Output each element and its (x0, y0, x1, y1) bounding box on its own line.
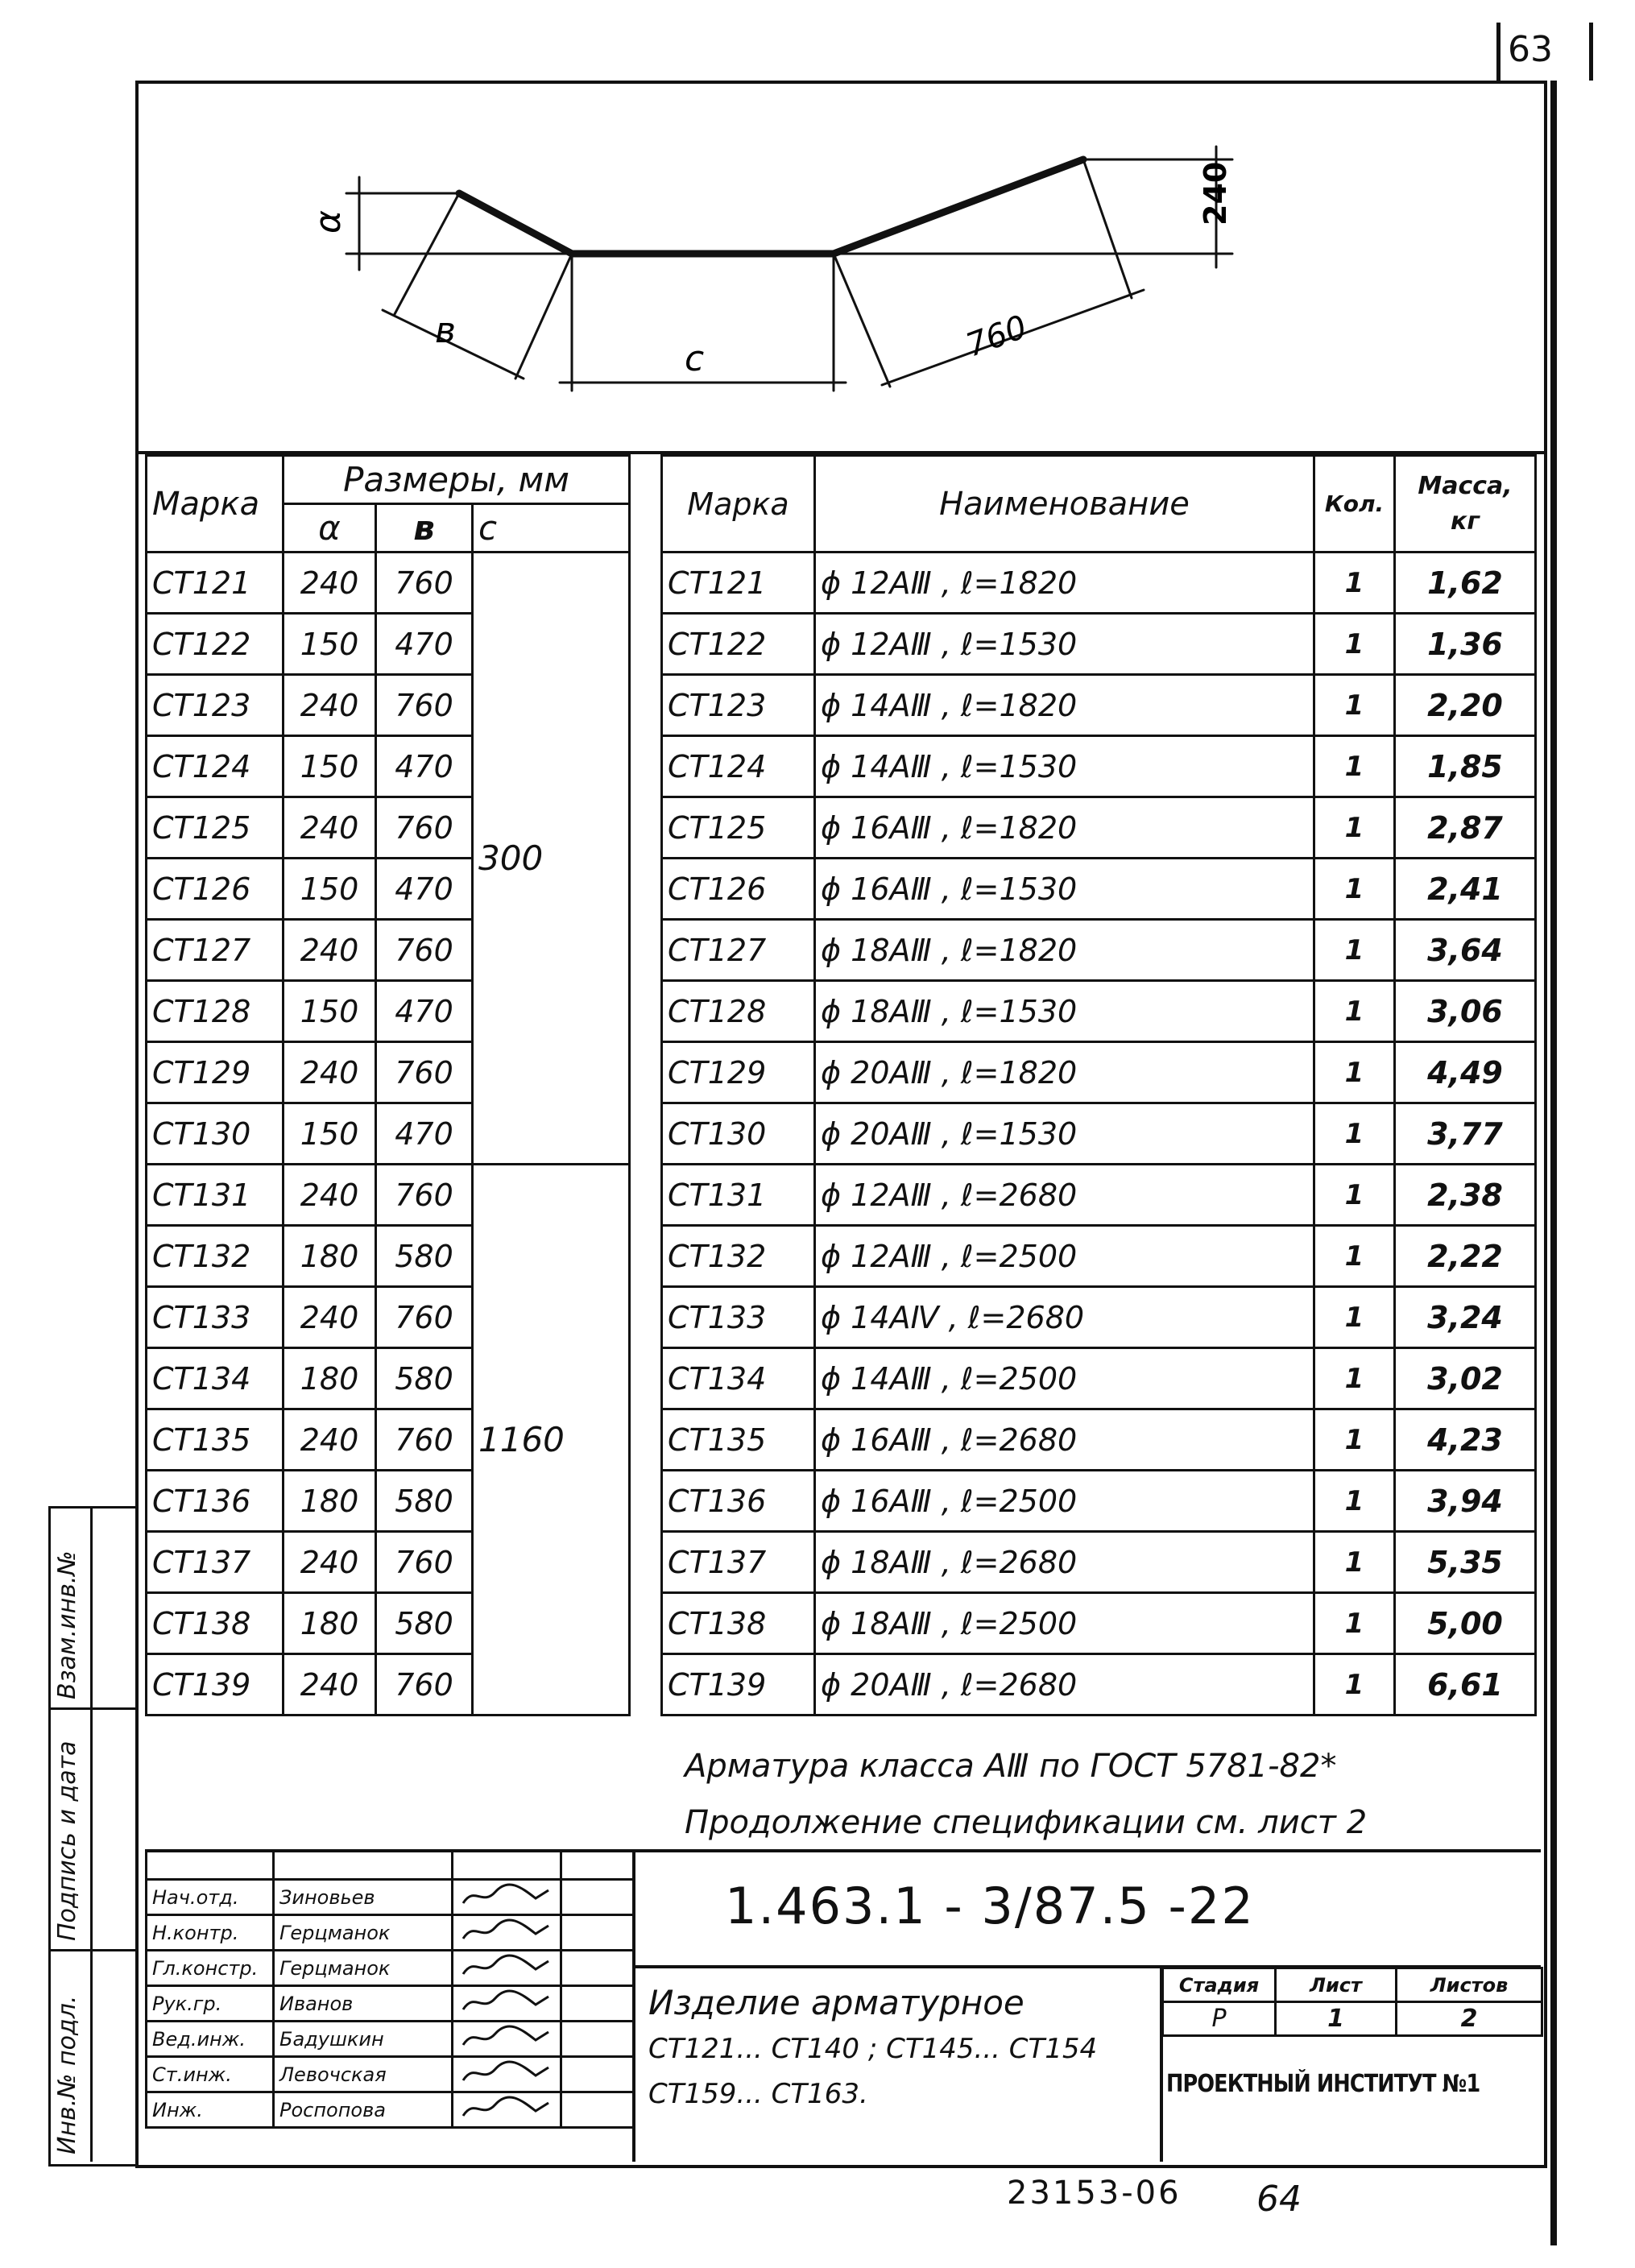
frame-right-rule (1550, 81, 1557, 2245)
footer-code: 23153-06 (1007, 2175, 1182, 2212)
spec-cell-mark: СТ121 (662, 553, 815, 614)
spec-cell-qty: 1 (1314, 614, 1395, 675)
sizes-cell-a: 150 (284, 981, 376, 1042)
spec-cell-mass: 3,24 (1395, 1287, 1536, 1348)
sizes-cell-b: 580 (376, 1471, 473, 1532)
sheet-value: 1 (1276, 2002, 1397, 2036)
signature-mark (453, 2092, 561, 2128)
spec-cell-name: ϕ 16АⅢ , ℓ=2680 (815, 1409, 1314, 1471)
signature-mark (453, 2057, 561, 2092)
sizes-header-a: α (284, 504, 376, 553)
spec-cell-mark: СТ134 (662, 1348, 815, 1409)
sizes-cell-b: 470 (376, 981, 473, 1042)
sizes-cell-a: 240 (284, 1532, 376, 1593)
spec-cell-mass: 3,94 (1395, 1471, 1536, 1532)
sizes-cell-b: 470 (376, 1103, 473, 1165)
spec-row (662, 1471, 1536, 1532)
signature-mark (453, 1986, 561, 2022)
sizes-cell-a: 240 (284, 1287, 376, 1348)
sizes-cell-a: 150 (284, 859, 376, 920)
sizes-cell-mark: СТ123 (147, 675, 284, 736)
spec-header-mark: Марка (662, 456, 815, 553)
spec-cell-name: ϕ 12АⅢ , ℓ=1820 (815, 553, 1314, 614)
spec-row (662, 1654, 1536, 1715)
sizes-cell-a: 150 (284, 614, 376, 675)
signer-name: Герцманок (274, 1915, 453, 1951)
spec-row (662, 1165, 1536, 1226)
side-strip-sep-2 (48, 1949, 135, 1951)
signer-row (147, 2057, 634, 2092)
spec-cell-name: ϕ 18АⅢ , ℓ=2500 (815, 1593, 1314, 1654)
spec-row (662, 1409, 1536, 1471)
stage-label: Стадия (1163, 1968, 1276, 2002)
signer-name: Иванов (274, 1986, 453, 2022)
sizes-cell-mark: СТ126 (147, 859, 284, 920)
sheets-value: 2 (1397, 2002, 1542, 2036)
spec-row (662, 736, 1536, 797)
side-label-sign-date: Подпись и дата (53, 1740, 81, 1941)
spec-header-mass: Масса, кг (1395, 456, 1536, 553)
sizes-cell-mark: СТ132 (147, 1226, 284, 1287)
sizes-cell-a: 240 (284, 1042, 376, 1103)
spec-cell-qty: 1 (1314, 736, 1395, 797)
sizes-table (145, 454, 631, 1716)
item-title-line-1: Изделие арматурное (648, 1983, 1024, 2022)
sizes-cell-a: 240 (284, 1165, 376, 1226)
spec-cell-mark: СТ131 (662, 1165, 815, 1226)
sizes-cell-mark: СТ131 (147, 1165, 284, 1226)
spec-cell-mass: 5,35 (1395, 1532, 1536, 1593)
sizes-cell-a: 150 (284, 1103, 376, 1165)
date-cell (561, 2092, 634, 2128)
spec-cell-mass: 2,38 (1395, 1165, 1536, 1226)
date-cell (561, 1915, 634, 1951)
spec-cell-mass: 3,77 (1395, 1103, 1536, 1165)
spec-cell-mark: СТ137 (662, 1532, 815, 1593)
dim-label-b: в (435, 310, 456, 351)
signature-mark (453, 1880, 561, 1915)
signer-row (147, 1880, 634, 1915)
date-cell (561, 2022, 634, 2057)
signer-role: Нач.отд. (147, 1880, 274, 1915)
sheet-label: Лист (1276, 1968, 1397, 2002)
signer-role: Рук.гр. (147, 1986, 274, 2022)
spec-cell-name: ϕ 18АⅢ , ℓ=1820 (815, 920, 1314, 981)
signature-mark (453, 1951, 561, 1986)
signer-row (147, 2022, 634, 2057)
sizes-cell-mark: СТ133 (147, 1287, 284, 1348)
spec-cell-mark: СТ133 (662, 1287, 815, 1348)
spec-cell-mass: 2,20 (1395, 675, 1536, 736)
stage-table (1161, 1967, 1543, 2037)
spec-cell-name: ϕ 14АⅢ , ℓ=2500 (815, 1348, 1314, 1409)
spec-cell-mark: СТ132 (662, 1226, 815, 1287)
sizes-cell-mark: СТ129 (147, 1042, 284, 1103)
signer-row (147, 1915, 634, 1951)
spec-cell-name: ϕ 16АⅢ , ℓ=1530 (815, 859, 1314, 920)
sizes-cell-b: 760 (376, 553, 473, 614)
sizes-cell-b: 470 (376, 614, 473, 675)
note-reinforcement-class: Арматура класса АⅢ по ГОСТ 5781-82* (685, 1748, 1337, 1785)
stage-value: Р (1163, 2002, 1276, 2036)
spec-cell-qty: 1 (1314, 675, 1395, 736)
sizes-cell-a: 240 (284, 797, 376, 859)
signer-role: Ст.инж. (147, 2057, 274, 2092)
date-cell (561, 1986, 634, 2022)
sizes-header-b: в (376, 504, 473, 553)
date-cell (561, 1951, 634, 1986)
signer-row (147, 1951, 634, 1986)
specification-table (660, 454, 1537, 1716)
spec-cell-mass: 5,00 (1395, 1593, 1536, 1654)
sizes-cell-b: 760 (376, 1165, 473, 1226)
sizes-cell-a: 240 (284, 920, 376, 981)
spec-cell-mark: СТ126 (662, 859, 815, 920)
signer-name: Левочская (274, 2057, 453, 2092)
sizes-cell-b: 470 (376, 736, 473, 797)
spec-cell-qty: 1 (1314, 1409, 1395, 1471)
sizes-cell-b: 760 (376, 1532, 473, 1593)
sizes-cell-a: 180 (284, 1226, 376, 1287)
signer-name: Бадушкин (274, 2022, 453, 2057)
spec-cell-qty: 1 (1314, 920, 1395, 981)
sizes-cell-mark: СТ121 (147, 553, 284, 614)
sizes-cell-a: 240 (284, 1654, 376, 1715)
spec-cell-name: ϕ 18АⅢ , ℓ=2680 (815, 1532, 1314, 1593)
spec-row (662, 1593, 1536, 1654)
spec-cell-name: ϕ 14АⅣ , ℓ=2680 (815, 1287, 1314, 1348)
spec-cell-mark: СТ129 (662, 1042, 815, 1103)
spec-cell-mark: СТ128 (662, 981, 815, 1042)
sizes-cell-mark: СТ135 (147, 1409, 284, 1471)
spec-cell-qty: 1 (1314, 1593, 1395, 1654)
signature-mark (453, 1915, 561, 1951)
spec-cell-qty: 1 (1314, 1532, 1395, 1593)
spec-cell-mass: 4,49 (1395, 1042, 1536, 1103)
spec-cell-name: ϕ 14АⅢ , ℓ=1820 (815, 675, 1314, 736)
spec-row (662, 1532, 1536, 1593)
sizes-cell-mark: СТ138 (147, 1593, 284, 1654)
item-title-line-3: СТ159... СТ163. (648, 2078, 868, 2110)
spec-cell-mark: СТ135 (662, 1409, 815, 1471)
spec-cell-mark: СТ138 (662, 1593, 815, 1654)
spec-cell-mass: 2,41 (1395, 859, 1536, 920)
spec-row (662, 981, 1536, 1042)
sizes-cell-b: 760 (376, 797, 473, 859)
spec-row (662, 1103, 1536, 1165)
sheets-label: Листов (1397, 1968, 1542, 2002)
spec-row (662, 797, 1536, 859)
institute-name: ПРОЕКТНЫЙ ИНСТИТУТ №1 (1166, 2070, 1480, 2098)
spec-row (662, 859, 1536, 920)
spec-cell-qty: 1 (1314, 981, 1395, 1042)
spec-cell-qty: 1 (1314, 1287, 1395, 1348)
spec-row (662, 553, 1536, 614)
sizes-cell-a: 240 (284, 1409, 376, 1471)
sizes-cell-c-group-2: 1160 (473, 1165, 630, 1715)
bar-shape (459, 159, 1083, 254)
spec-cell-mark: СТ123 (662, 675, 815, 736)
sizes-cell-mark: СТ122 (147, 614, 284, 675)
sizes-cell-b: 760 (376, 1042, 473, 1103)
spec-cell-qty: 1 (1314, 1103, 1395, 1165)
spec-cell-name: ϕ 20АⅢ , ℓ=1820 (815, 1042, 1314, 1103)
sizes-cell-mark: СТ125 (147, 797, 284, 859)
sizes-cell-mark: СТ124 (147, 736, 284, 797)
spec-row (662, 614, 1536, 675)
spec-header-name: Наименование (815, 456, 1314, 553)
spec-cell-mass: 1,62 (1395, 553, 1536, 614)
spec-cell-mark: СТ124 (662, 736, 815, 797)
spec-row (662, 1348, 1536, 1409)
spec-cell-mass: 3,02 (1395, 1348, 1536, 1409)
spec-cell-mass: 4,23 (1395, 1409, 1536, 1471)
sizes-cell-a: 180 (284, 1471, 376, 1532)
footer-page: 64 (1256, 2179, 1302, 2220)
date-cell (561, 1880, 634, 1915)
spec-cell-qty: 1 (1314, 1165, 1395, 1226)
signer-role: Н.контр. (147, 1915, 274, 1951)
signer-role: Вед.инж. (147, 2022, 274, 2057)
spec-header-qty: Кол. (1314, 456, 1395, 553)
sizes-cell-mark: СТ127 (147, 920, 284, 981)
side-strip-sep-1 (48, 1707, 135, 1710)
sizes-header-dimensions: Размеры, мм (284, 456, 630, 504)
signer-role: Гл.констр. (147, 1951, 274, 1986)
spec-cell-qty: 1 (1314, 1226, 1395, 1287)
sizes-cell-mark: СТ139 (147, 1654, 284, 1715)
spec-cell-name: ϕ 12АⅢ , ℓ=1530 (815, 614, 1314, 675)
sizes-cell-mark: СТ136 (147, 1471, 284, 1532)
spec-cell-name: ϕ 14АⅢ , ℓ=1530 (815, 736, 1314, 797)
spec-cell-name: ϕ 20АⅢ , ℓ=2680 (815, 1654, 1314, 1715)
sizes-cell-b: 760 (376, 1654, 473, 1715)
spec-cell-mass: 1,36 (1395, 614, 1536, 675)
side-label-inv-sub: Инв.№ подл. (53, 1995, 81, 2154)
sizes-header-c: с (473, 504, 630, 553)
spec-cell-qty: 1 (1314, 1348, 1395, 1409)
sizes-cell-b: 580 (376, 1348, 473, 1409)
note-continuation: Продолжение спецификации см. лист 2 (685, 1804, 1368, 1841)
spec-cell-qty: 1 (1314, 797, 1395, 859)
spec-cell-name: ϕ 16АⅢ , ℓ=1820 (815, 797, 1314, 859)
side-label-replace: Взам.инв.№ (53, 1550, 81, 1699)
spec-row (662, 675, 1536, 736)
sizes-cell-b: 580 (376, 1593, 473, 1654)
signer-name: Роспопова (274, 2092, 453, 2128)
spec-row (662, 920, 1536, 981)
spec-cell-name: ϕ 16АⅢ , ℓ=2500 (815, 1471, 1314, 1532)
sizes-cell-b: 470 (376, 859, 473, 920)
sizes-cell-a: 180 (284, 1348, 376, 1409)
bar-bending-diagram (306, 129, 1273, 419)
spec-cell-mark: СТ125 (662, 797, 815, 859)
sizes-header-mark: Марка (147, 456, 284, 553)
signature-mark (453, 2022, 561, 2057)
spec-cell-mass: 2,22 (1395, 1226, 1536, 1287)
spec-row (662, 1226, 1536, 1287)
spec-cell-mark: СТ139 (662, 1654, 815, 1715)
spec-cell-name: ϕ 12АⅢ , ℓ=2500 (815, 1226, 1314, 1287)
spec-cell-mass: 6,61 (1395, 1654, 1536, 1715)
sizes-cell-c-group-1: 300 (473, 553, 630, 1165)
spec-row (662, 1287, 1536, 1348)
spec-cell-mass: 1,85 (1395, 736, 1536, 797)
spec-cell-mark: СТ122 (662, 614, 815, 675)
spec-cell-mark: СТ127 (662, 920, 815, 981)
sizes-cell-a: 240 (284, 553, 376, 614)
sizes-cell-b: 760 (376, 1409, 473, 1471)
dim-label-240: 240 (1198, 161, 1233, 226)
sizes-cell-mark: СТ134 (147, 1348, 284, 1409)
sizes-cell-mark: СТ137 (147, 1532, 284, 1593)
sizes-cell-mark: СТ130 (147, 1103, 284, 1165)
signer-name: Герцманок (274, 1951, 453, 1986)
sizes-cell-a: 240 (284, 675, 376, 736)
signatures-table (145, 1849, 635, 2129)
dim-label-760: 760 (961, 308, 1033, 365)
dim-label-c: с (685, 338, 705, 379)
spec-cell-qty: 1 (1314, 1471, 1395, 1532)
sizes-cell-b: 760 (376, 675, 473, 736)
page-number: 63 (1508, 29, 1553, 70)
spec-cell-mass: 3,06 (1395, 981, 1536, 1042)
signer-row (147, 2092, 634, 2128)
spec-cell-name: ϕ 12АⅢ , ℓ=2680 (815, 1165, 1314, 1226)
sizes-cell-b: 580 (376, 1226, 473, 1287)
sizes-cell-b: 760 (376, 920, 473, 981)
spec-cell-name: ϕ 20АⅢ , ℓ=1530 (815, 1103, 1314, 1165)
sizes-row (147, 1165, 630, 1226)
dim-label-a: α (308, 209, 349, 234)
spec-cell-qty: 1 (1314, 553, 1395, 614)
spec-cell-mark: СТ130 (662, 1103, 815, 1165)
document-code: 1.463.1 - 3/87.5 -22 (725, 1877, 1255, 1935)
signer-role: Инж. (147, 2092, 274, 2128)
sizes-cell-a: 150 (284, 736, 376, 797)
spec-cell-mark: СТ136 (662, 1471, 815, 1532)
spec-cell-mass: 2,87 (1395, 797, 1536, 859)
signer-name: Зиновьев (274, 1880, 453, 1915)
item-title-line-2: СТ121... СТ140 ; СТ145... СТ154 (648, 2033, 1098, 2065)
sizes-cell-a: 180 (284, 1593, 376, 1654)
sizes-cell-mark: СТ128 (147, 981, 284, 1042)
sizes-cell-b: 760 (376, 1287, 473, 1348)
sizes-row (147, 553, 630, 614)
spec-cell-qty: 1 (1314, 1042, 1395, 1103)
spec-row (662, 1042, 1536, 1103)
date-cell (561, 2057, 634, 2092)
spec-cell-mass: 3,64 (1395, 920, 1536, 981)
spec-cell-qty: 1 (1314, 1654, 1395, 1715)
signer-row (147, 1986, 634, 2022)
spec-cell-name: ϕ 18АⅢ , ℓ=1530 (815, 981, 1314, 1042)
spec-cell-qty: 1 (1314, 859, 1395, 920)
side-strip-divider (90, 1506, 93, 2162)
